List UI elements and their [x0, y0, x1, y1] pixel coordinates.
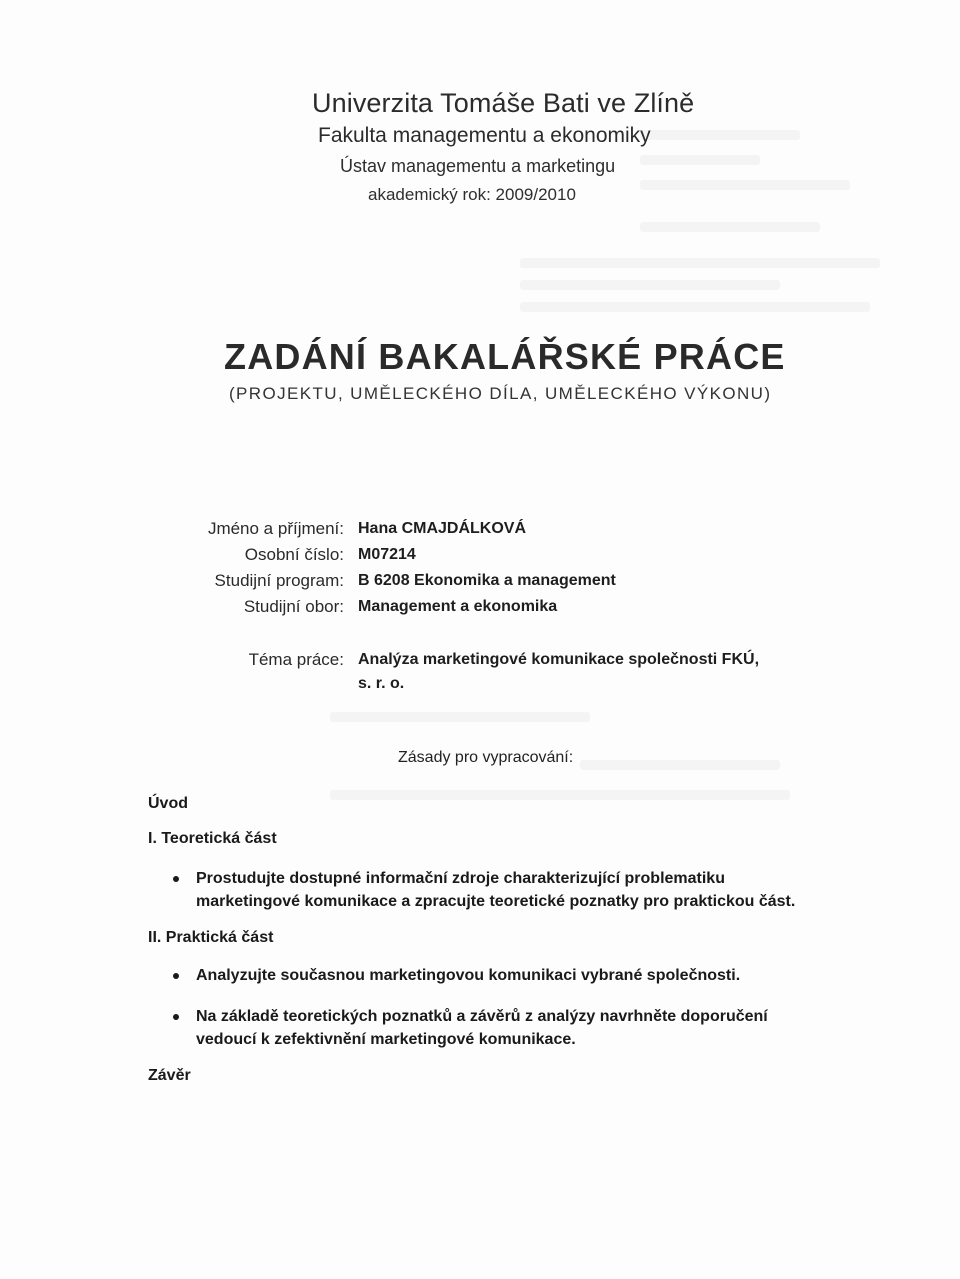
- academic-year: akademický rok: 2009/2010: [368, 185, 576, 204]
- bullet-icon: [173, 973, 179, 979]
- university-name: Univerzita Tomáše Bati ve Zlíně: [312, 88, 695, 118]
- study-program-value: B 6208 Ekonomika a management: [358, 572, 616, 589]
- student-id-label: Osobní číslo:: [244, 545, 344, 564]
- bleed-through-mark: [640, 155, 760, 165]
- bleed-through-mark: [520, 258, 880, 268]
- bleed-through-mark: [640, 130, 800, 140]
- document-title: ZADÁNÍ BAKALÁŘSKÉ PRÁCE: [224, 336, 786, 377]
- document-subtitle: (PROJEKTU, UMĚLECKÉHO DÍLA, UMĚLECKÉHO VÝKONU): [229, 384, 772, 403]
- practical-bullet-2-line2: vedoucí k zefektivnění marketingové komunikace.: [196, 1031, 576, 1048]
- faculty-name: Fakulta managementu a ekonomiky: [318, 124, 651, 147]
- study-program-label: Studijní program:: [214, 571, 344, 590]
- bleed-through-mark: [640, 222, 820, 232]
- section-theoretical-part: I. Teoretická část: [148, 830, 277, 847]
- topic-value-line1: Analýza marketingové komunikace společnosti FKÚ,: [358, 651, 760, 668]
- section-practical-part: II. Praktická část: [148, 929, 274, 946]
- theoretical-bullet-1-line2: marketingové komunikace a zpracujte teoretické poznatky pro praktickou část.: [196, 893, 796, 910]
- section-introduction: Úvod: [148, 795, 188, 812]
- student-id-value: M07214: [358, 546, 416, 563]
- name-value: Hana CMAJDÁLKOVÁ: [358, 520, 527, 537]
- practical-bullet-1: Analyzujte současnou marketingovou komunikaci vybrané společnosti.: [196, 967, 741, 984]
- bleed-through-mark: [330, 712, 590, 722]
- bleed-through-mark: [330, 790, 790, 800]
- practical-bullet-2: [196, 1005, 816, 1051]
- bleed-through-mark: [520, 280, 780, 290]
- bullet-icon: [173, 876, 179, 882]
- bleed-through-mark: [520, 302, 870, 312]
- bullet-icon: [173, 1014, 179, 1020]
- practical-bullet-2-line1: Na základě teoretických poznatků a závěrů z analýzy navrhněte doporučení: [196, 1008, 768, 1025]
- theoretical-bullet-1-line1: Prostudujte dostupné informační zdroje charakterizující problematiku: [196, 870, 725, 887]
- theoretical-bullet-1: [196, 867, 816, 913]
- topic-value-line2: s. r. o.: [358, 675, 405, 692]
- guidelines-heading: Zásady pro vypracování:: [398, 749, 574, 766]
- name-label: Jméno a příjmení:: [207, 519, 344, 538]
- bleed-through-mark: [640, 180, 850, 190]
- study-field-label: Studijní obor:: [243, 597, 344, 616]
- bleed-through-mark: [580, 760, 780, 770]
- section-conclusion: Závěr: [148, 1067, 191, 1084]
- department-name: Ústav managementu a marketingu: [340, 156, 616, 176]
- study-field-value: Management a ekonomika: [358, 598, 558, 615]
- topic-label: Téma práce:: [248, 650, 344, 669]
